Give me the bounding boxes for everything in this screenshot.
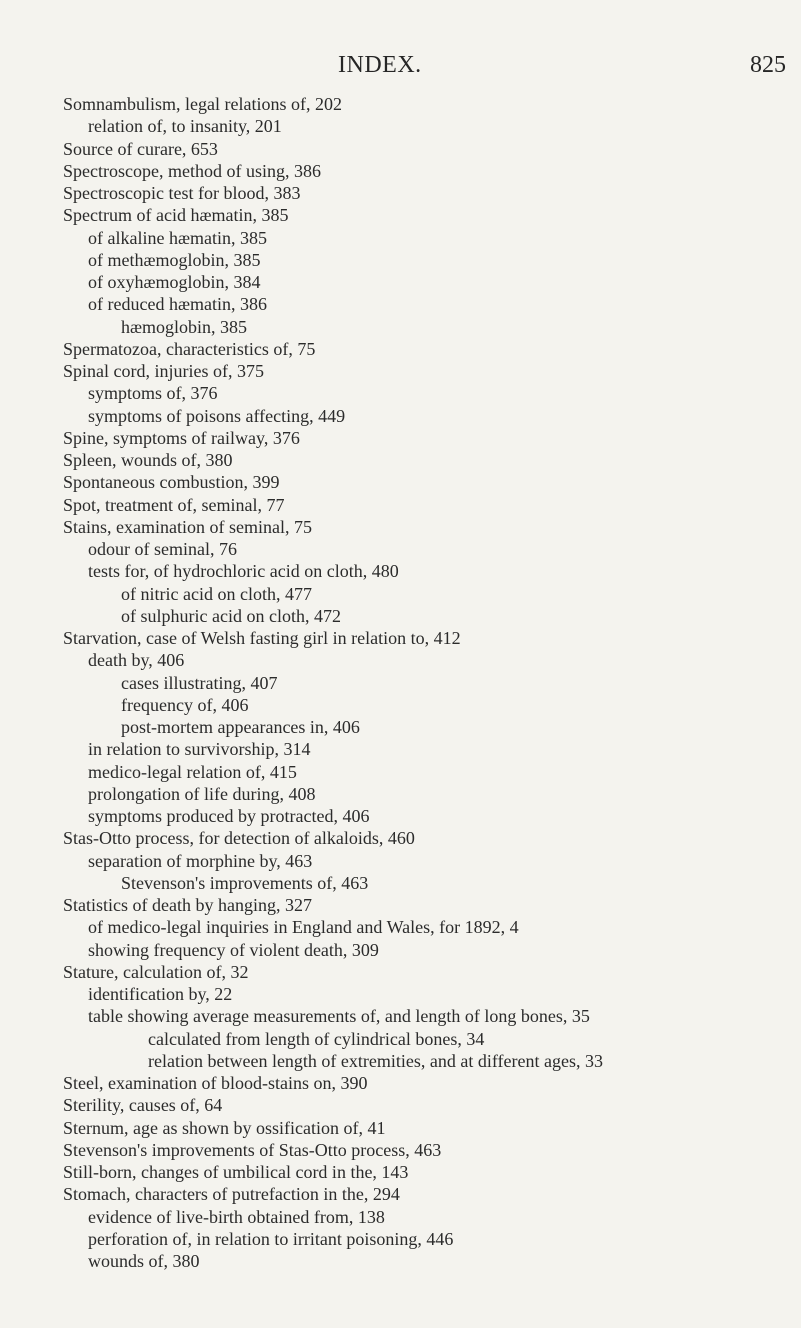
index-entry: of nitric acid on cloth, 477 xyxy=(121,583,312,604)
index-entry: showing frequency of violent death, 309 xyxy=(88,939,379,960)
index-entry: odour of seminal, 76 xyxy=(88,539,237,559)
index-entry: Spectroscopic test for blood, 383 xyxy=(63,183,301,203)
index-entry: perforation of, in relation to irritant poisoning, 446 xyxy=(88,1228,454,1249)
index-entry: of methæmoglobin, 385 xyxy=(88,249,261,270)
index-entry: of reduced hæmatin, 386 xyxy=(88,294,267,315)
index-entry: Starvation, case of Welsh fasting girl in relation to, 412 xyxy=(63,628,461,648)
index-entry: Spleen, wounds of, 380 xyxy=(63,450,233,470)
index-entry: cases illustrating, 407 xyxy=(121,672,278,693)
index-entry: Stature, calculation of, 32 xyxy=(63,961,249,982)
index-entry-list xyxy=(0,93,801,1272)
index-entry: post-mortem appearances in, 406 xyxy=(121,717,360,737)
index-entry: wounds of, 380 xyxy=(88,1251,200,1271)
index-entry: prolongation of life during, 408 xyxy=(88,783,316,804)
index-entry: Stas-Otto process, for detection of alkaloids, 460 xyxy=(63,828,415,849)
index-entry: Spinal cord, injuries of, 375 xyxy=(63,361,264,381)
index-entry: of medico-legal inquiries in England and Wales, for 1892, 4 xyxy=(88,917,519,938)
index-entry: frequency of, 406 xyxy=(121,694,249,715)
index-entry: separation of morphine by, 463 xyxy=(88,850,313,871)
index-entry: Still-born, changes of umbilical cord in the, 143 xyxy=(63,1162,409,1182)
index-entry: Spontaneous combustion, 399 xyxy=(63,472,280,493)
index-entry: evidence of live-birth obtained from, 138 xyxy=(88,1206,385,1227)
index-entry: Steel, examination of blood-stains on, 390 xyxy=(63,1073,368,1093)
index-entry: Spectroscope, method of using, 386 xyxy=(63,160,321,181)
index-entry: of sulphuric acid on cloth, 472 xyxy=(121,605,341,626)
index-entry: Source of curare, 653 xyxy=(63,138,218,159)
index-entry: relation between length of extremities, and at different ages, 33 xyxy=(148,1050,604,1071)
index-entry: Sternum, age as shown by ossification of, 41 xyxy=(63,1117,386,1138)
index-entry: Spot, treatment of, seminal, 77 xyxy=(63,494,285,515)
index-entry: of alkaline hæmatin, 385 xyxy=(88,227,267,248)
index-entry: symptoms produced by protracted, 406 xyxy=(88,806,370,826)
page-header xyxy=(0,52,801,82)
index-entry: symptoms of poisons affecting, 449 xyxy=(88,405,346,426)
index-entry: Spectrum of acid hæmatin, 385 xyxy=(63,205,289,226)
page-number: 825 xyxy=(750,52,786,78)
index-entry: Statistics of death by hanging, 327 xyxy=(63,895,312,915)
index-entry: Spermatozoa, characteristics of, 75 xyxy=(63,338,316,359)
index-entry: Stomach, characters of putrefaction in the, 294 xyxy=(63,1184,400,1205)
index-entry: Stevenson's improvements of, 463 xyxy=(121,872,369,893)
index-entry: Stains, examination of seminal, 75 xyxy=(63,516,312,537)
index-entry: relation of, to insanity, 201 xyxy=(88,116,282,137)
index-entry: tests for, of hydrochloric acid on cloth, 480 xyxy=(88,561,399,582)
index-entry: identification by, 22 xyxy=(88,984,233,1004)
running-title: INDEX. xyxy=(338,52,422,78)
index-entry: hæmoglobin, 385 xyxy=(121,316,248,337)
index-entry: Sterility, causes of, 64 xyxy=(63,1095,223,1116)
index-entry: of oxyhæmoglobin, 384 xyxy=(88,272,261,292)
index-entry: medico-legal relation of, 415 xyxy=(88,761,297,782)
index-entry: Stevenson's improvements of Stas-Otto process, 463 xyxy=(63,1139,442,1160)
index-entry: Spine, symptoms of railway, 376 xyxy=(63,427,300,448)
index-entry: table showing average measurements of, and length of long bones, 35 xyxy=(88,1006,590,1027)
index-entry: death by, 406 xyxy=(88,650,185,671)
index-entry: symptoms of, 376 xyxy=(88,383,218,404)
index-entry: calculated from length of cylindrical bones, 34 xyxy=(148,1028,485,1049)
index-entry: Somnambulism, legal relations of, 202 xyxy=(63,94,342,114)
index-entry: in relation to survivorship, 314 xyxy=(88,739,311,760)
